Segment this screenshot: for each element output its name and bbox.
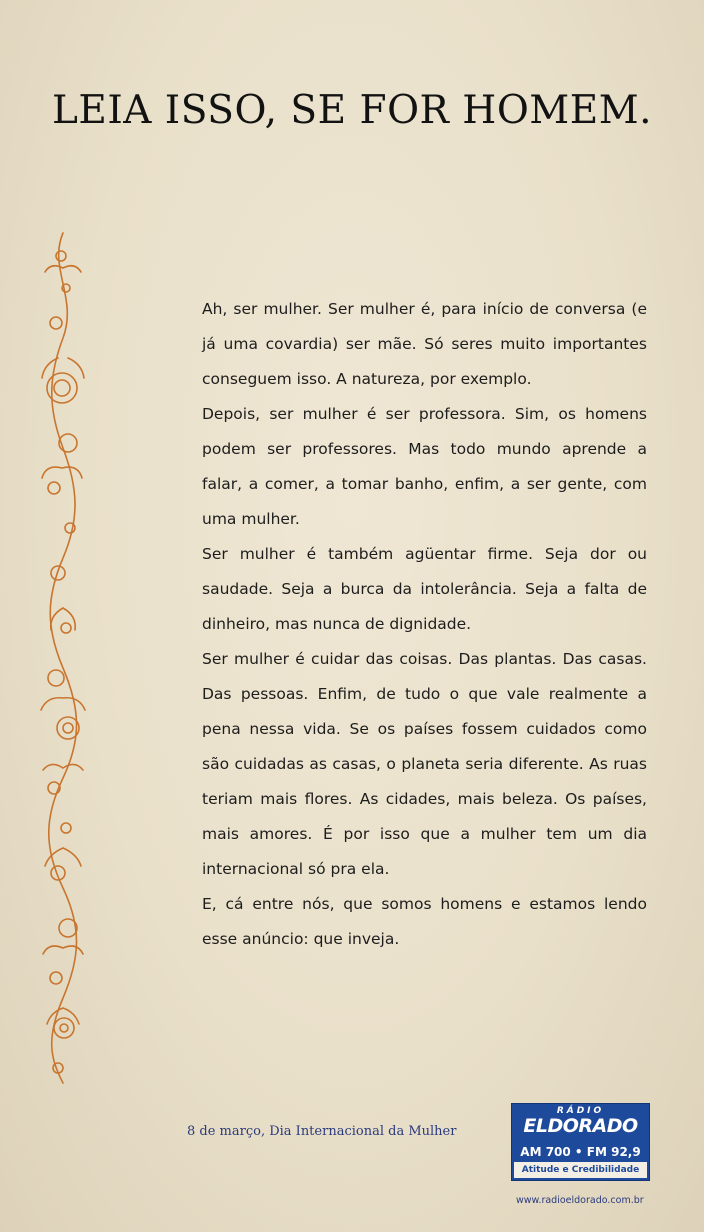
floral-ornament-icon <box>28 228 98 1088</box>
paragraph: Ser mulher é também agüentar firme. Seja dor ou saudade. Seja a burca da intolerância. Seja a falta de dinheiro, mas nunca de dignidade. <box>202 545 647 633</box>
paragraph: E, cá entre nós, que somos homens e estamos lendo esse anúncio: que inveja. <box>202 895 647 948</box>
logo-name: ELDORADO <box>523 1115 638 1137</box>
logo-radio-text: RÁDIO <box>556 1106 605 1116</box>
logo-slogan: Atitude e Credibilidade <box>514 1162 647 1178</box>
website-link[interactable]: www.radioeldorado.com.br <box>516 1195 644 1206</box>
paragraph: Ah, ser mulher. Ser mulher é, para início de conversa (e já uma covardia) ser mãe. Só seres muito importantes conseguem isso. A natureza, por exemplo. <box>202 300 647 388</box>
paragraph: Ser mulher é cuidar das coisas. Das plantas. Das casas. Das pessoas. Enfim, de tudo o que vale realmente a pena nessa vida. Se os países fossem cuidados como são cuidadas as casas, o planeta seria diferente. As ruas teriam mais flores. As cidades, mais beleza. Os países, mais amores. É por isso que a mulher tem um dia internacional só pra ela. <box>202 650 647 878</box>
logo-frequencies: AM 700 • FM 92,9 <box>520 1145 641 1159</box>
headline: LEIA ISSO, SE FOR HOMEM. <box>51 88 653 133</box>
paragraph: Depois, ser mulher é ser professora. Sim, os homens podem ser professores. Mas todo mundo aprende a falar, a comer, a tomar banho, enfim, a ser gente, com uma mulher. <box>202 405 647 528</box>
radio-eldorado-logo <box>511 1103 650 1181</box>
body-copy <box>202 292 647 957</box>
date-line: 8 de março, Dia Internacional da Mulher <box>187 1124 457 1139</box>
